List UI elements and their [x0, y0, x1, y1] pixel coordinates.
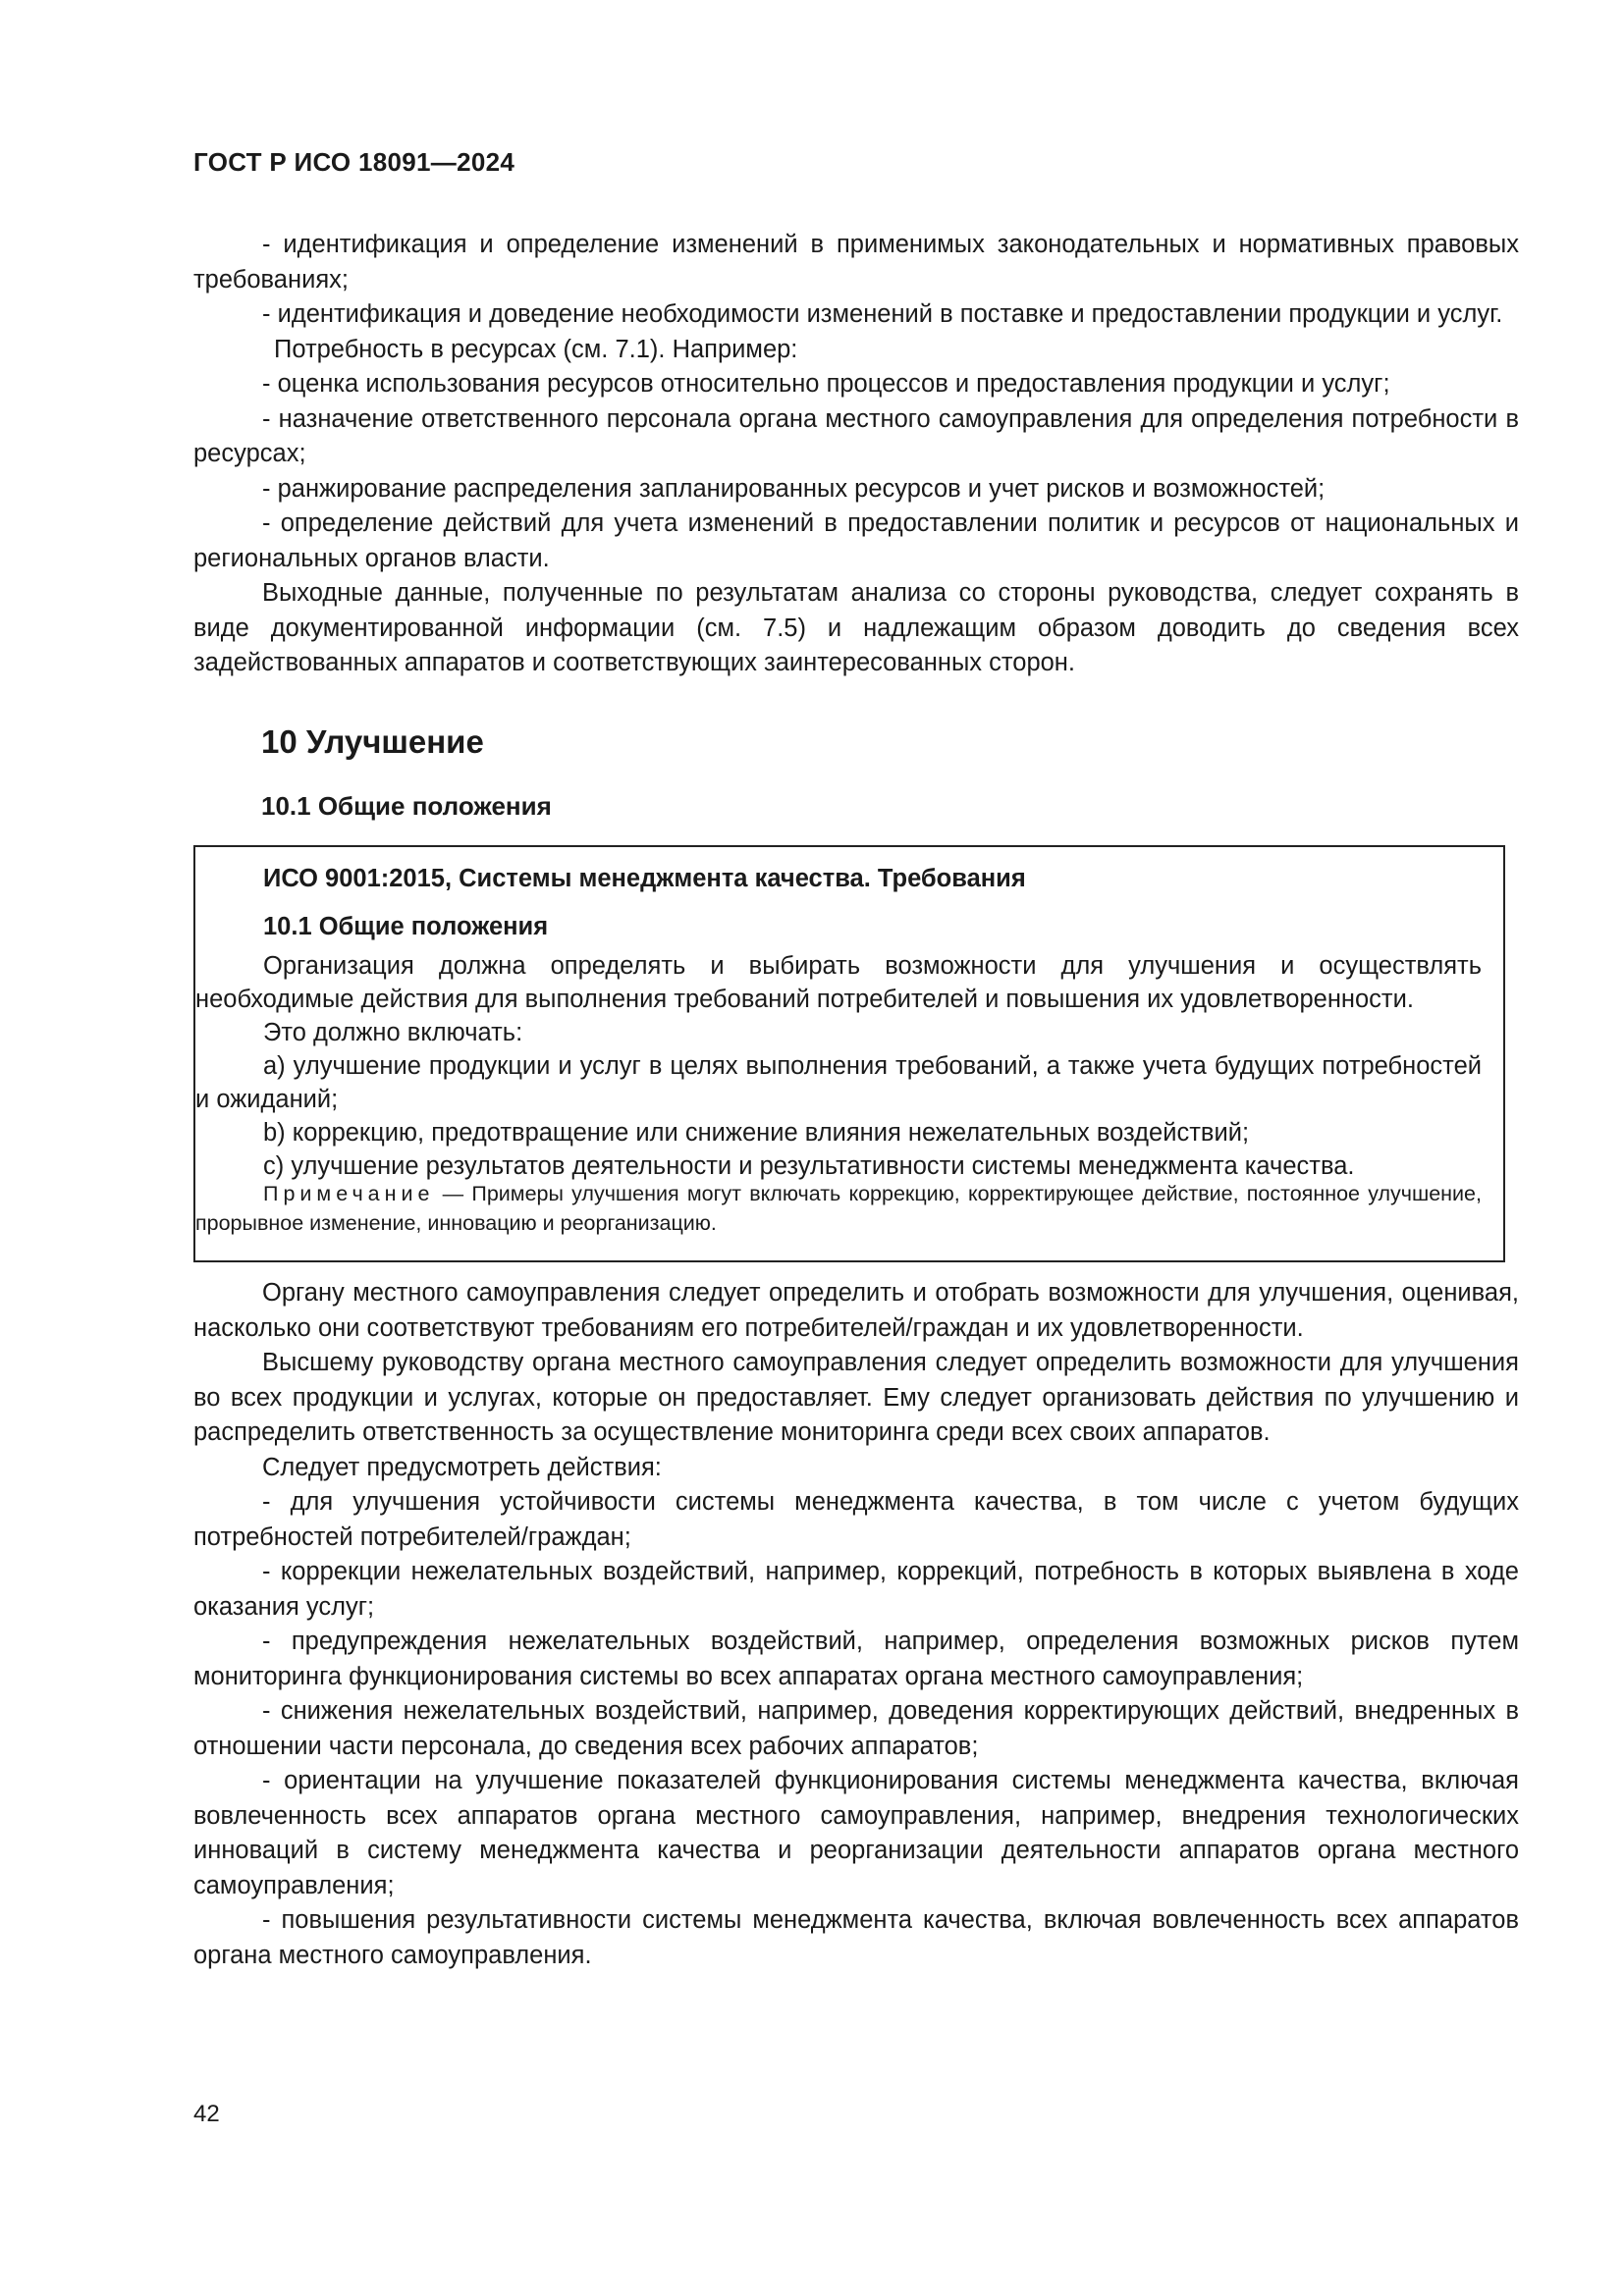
quote-note: [195, 1179, 1482, 1238]
paragraph: Следует предусмотреть действия:: [262, 1453, 662, 1481]
paragraph: c) улучшение результатов деятельности и результативности системы менеджмента качества.: [263, 1152, 1355, 1180]
text-block-top: [193, 228, 1519, 681]
note-label: Примечание: [263, 1182, 435, 1205]
paragraph: - ориентации на улучшение показателей функционирования системы менеджмента качества, включая вовлеченность всех аппаратов органа местного самоуправления, например, внедрения технологических инноваций в систему менеджмента качества и реорганизации деятельности аппаратов органа местного самоуправления;: [193, 1767, 1519, 1899]
paragraph: a) улучшение продукции и услуг в целях выполнения требований, а также учета будущих потребностей и ожиданий;: [195, 1052, 1482, 1113]
paragraph: - повышения результативности системы менеджмента качества, включая вовлеченность всех аппаратов органа местного самоуправления.: [193, 1906, 1519, 1969]
paragraph: - коррекции нежелательных воздействий, например, коррекций, потребность в которых выявлена в ходе оказания услуг;: [193, 1558, 1519, 1621]
paragraph: Высшему руководству органа местного самоуправления следует определить возможности для улучшения во всех продукции и услугах, которые он предоставляет. Ему следует организовать действия по улучшению и распределить ответственность за осуществление мониторинга среди всех своих аппаратов.: [193, 1349, 1519, 1446]
paragraph: - назначение ответственного персонала органа местного самоуправления для определения потребности в ресурсах;: [193, 404, 1519, 467]
paragraph: - определение действий для учета изменений в предоставлении политик и ресурсов от национальных и региональных органов власти.: [193, 509, 1519, 572]
paragraph: Выходные данные, полученные по результатам анализа со стороны руководства, следует сохранять в виде документированной информации (см. 7.5) и надлежащим образом доводить до сведения всех задействованных аппаратов и соответствующих заинтересованных сторон.: [193, 579, 1519, 676]
quote-text: [195, 949, 1482, 1183]
paragraph: - идентификация и определение изменений в применимых законодательных и нормативных правовых требованиях;: [193, 231, 1519, 294]
note-text: — Примеры улучшения могут включать коррекцию, корректирующее действие, постоянное улучшение, прорывное изменение, инновацию и реорганизацию.: [195, 1182, 1482, 1235]
paragraph: - ранжирование распределения запланированных ресурсов и учет рисков и возможностей;: [262, 474, 1326, 503]
paragraph: - идентификация и доведение необходимости изменений в поставке и предоставлении продукции и услуг.: [262, 300, 1503, 328]
text-block-bottom: [193, 1276, 1519, 1973]
paragraph: - снижения нежелательных воздействий, например, доведения корректирующих действий, внедренных в отношении части персонала, до сведения всех рабочих аппаратов;: [193, 1697, 1519, 1760]
note-paragraph: [195, 1179, 1482, 1238]
subsection-title: 10.1 Общие положения: [261, 791, 552, 821]
document-header: ГОСТ Р ИСО 18091—2024: [193, 147, 515, 177]
paragraph: Организация должна определять и выбирать возможности для улучшения и осуществлять необходимые действия для выполнения требований потребителей и повышения их удовлетворенности.: [195, 952, 1482, 1013]
section-title: 10 Улучшение: [261, 723, 484, 760]
paragraph: Это должно включать:: [263, 1019, 523, 1046]
quote-title: ИСО 9001:2015, Системы менеджмента качества. Требования: [263, 865, 1026, 892]
paragraph: - предупреждения нежелательных воздействий, например, определения возможных рисков путем мониторинга функционирования системы во всех аппаратах органа местного самоуправления;: [193, 1628, 1519, 1690]
paragraph: Органу местного самоуправления следует определить и отобрать возможности для улучшения, оценивая, насколько они соответствуют требованиям его потребителей/граждан и их удовлетворенности.: [193, 1279, 1519, 1342]
paragraph: - для улучшения устойчивости системы менеджмента качества, в том числе с учетом будущих потребностей потребителей/граждан;: [193, 1488, 1519, 1551]
quote-subtitle: 10.1 Общие положения: [263, 913, 549, 940]
paragraph: Потребность в ресурсах (см. 7.1). Например:: [274, 335, 798, 363]
paragraph: b) коррекцию, предотвращение или снижение влияния нежелательных воздействий;: [263, 1119, 1250, 1147]
iso-quote-box: [193, 845, 1505, 1262]
paragraph: - оценка использования ресурсов относительно процессов и предоставления продукции и услуг;: [262, 370, 1390, 398]
page-number: 42: [193, 2101, 220, 2127]
